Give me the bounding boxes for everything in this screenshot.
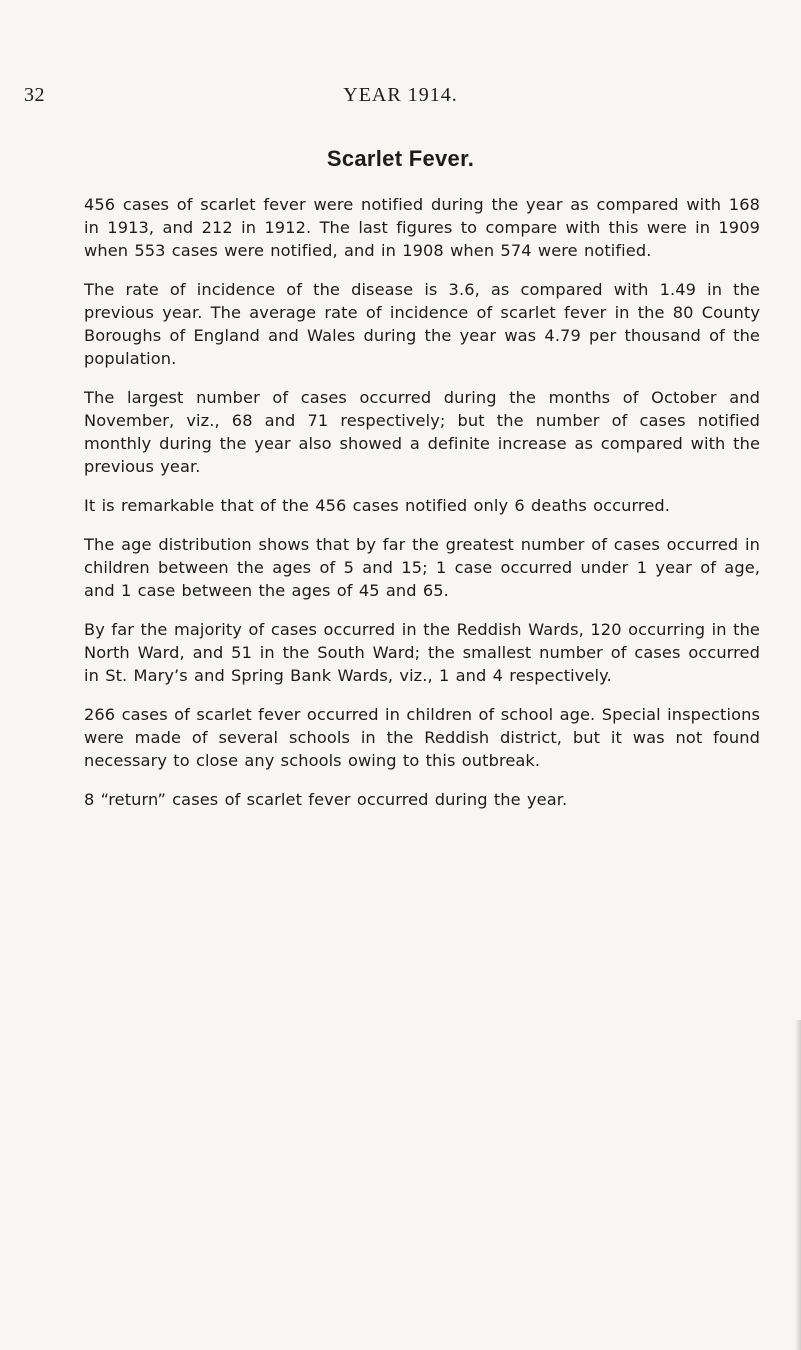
section-body (84, 193, 760, 827)
page-header (0, 84, 801, 114)
paragraph-monthly-cases: The largest number of cases occurred during the months of October and November, viz., 68 and 71 respectively; but the number of cases notified monthly during the year also showed a definite increase as compared with the previous year. (84, 388, 760, 476)
page-number: 32 (24, 84, 45, 106)
running-head: YEAR 1914. (343, 84, 458, 106)
paragraph-school-cases: 266 cases of scarlet fever occurred in children of school age. Special inspections were made of several schools in the Reddish district, but it was not found necessary to close any schools owing to this outbreak. (84, 705, 760, 770)
section-title: Scarlet Fever. (326, 146, 475, 171)
paragraph-cases-notified: 456 cases of scarlet fever were notified during the year as compared with 168 in 1913, and 212 in 1912. The last figures to compare with this were in 1909 when 553 cases were notified, and in 1908 when 574 were notified. (84, 195, 760, 260)
paragraph-deaths: It is remarkable that of the 456 cases notified only 6 deaths occurred. (84, 496, 671, 515)
paragraph-age-distribution: The age distribution shows that by far the greatest number of cases occurred in children between the ages of 5 and 15; 1 case occurred under 1 year of age, and 1 case between the ages of 45 and 65. (84, 535, 760, 600)
page-edge-shadow (795, 1020, 801, 1350)
paragraph-incidence-rate: The rate of incidence of the disease is 3.6, as compared with 1.49 in the previous year. The average rate of incidence of scarlet fever in the 80 County Boroughs of England and Wales during the year was 4.79 per thousand of the population. (84, 280, 760, 368)
paragraph-return-cases: 8 “return” cases of scarlet fever occurred during the year. (84, 790, 568, 809)
paragraph-ward-distribution: By far the majority of cases occurred in the Reddish Wards, 120 occurring in the North Ward, and 51 in the South Ward; the smallest number of cases occurred in St. Mary’s and Spring Bank Wards, viz., 1 and 4 respectively. (84, 620, 760, 685)
